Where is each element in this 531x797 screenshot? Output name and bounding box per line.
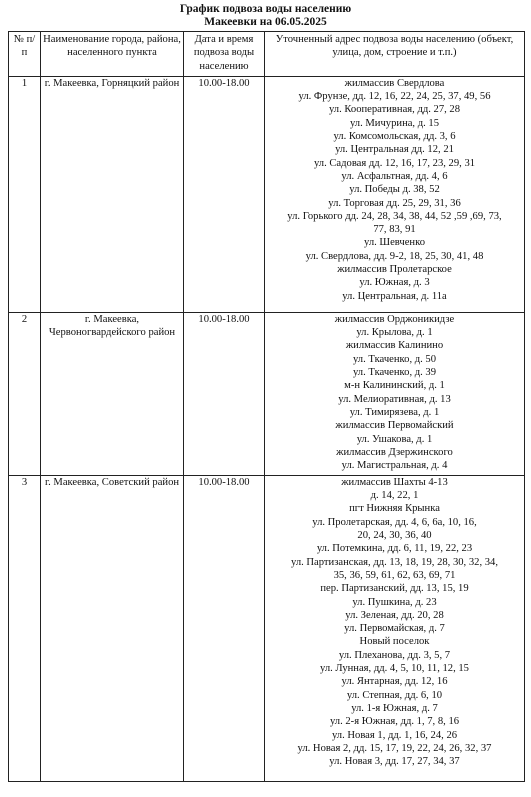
address-line: ул. Торговая дд. 25, 29, 31, 36 <box>328 197 461 209</box>
address-line: жилмассив Первомайский <box>335 420 454 432</box>
address-line: ул. Мичурина, д. 15 <box>349 117 440 129</box>
water-schedule-table <box>8 31 525 782</box>
address-line: ул. 1-я Южная, д. 7 <box>351 702 438 714</box>
address-line: ул. Магистральная, д. 4 <box>341 460 448 472</box>
address-line: ул. Степная, дд. 6, 10 <box>346 689 443 701</box>
address-line: ул. Крылова, д. 1 <box>356 327 433 339</box>
address-line: ул. Тимирязева, д. 1 <box>349 406 440 418</box>
address-cell <box>265 312 525 475</box>
address-cell <box>265 475 525 781</box>
address-line: пер. Партизанский, дд. 13, 15, 19 <box>320 583 469 595</box>
address-line: ул. Лунная, дд. 4, 5, 10, 11, 12, 15 <box>320 663 469 675</box>
address-line: ул. Садовая дд. 12, 16, 17, 23, 29, 31 <box>313 157 476 169</box>
address-line: ул. Ткаченко, д. 50 <box>352 353 437 365</box>
row-number: 2 <box>9 312 41 475</box>
address-line: жилмассив Шахты 4-13 <box>341 476 448 488</box>
address-line: ул. Первомайская, д. 7 <box>344 623 445 635</box>
address-line: ул. Асфальтная, дд. 4, 6 <box>341 170 448 182</box>
address-line: жилмассив Свердлова <box>344 77 445 89</box>
district-name: г. Макеевка, Советский район <box>41 475 184 781</box>
address-line: ул. Центральная, д. 11а <box>342 290 447 302</box>
address-line: ул. Центральная дд. 12, 21 <box>335 144 454 156</box>
address-line: 35, 36, 59, 61, 62, 63, 69, 71 <box>333 569 456 581</box>
address-line: ул. Плеханова, дд. 3, 5, 7 <box>338 649 451 661</box>
address-line: жилмассив Орджоникидзе <box>334 313 455 325</box>
address-line: пгт Нижняя Крынка <box>349 503 440 515</box>
address-line: ул. Ушакова, д. 1 <box>356 433 433 445</box>
header-time: Дата и время подвоза воды населению <box>184 32 265 77</box>
table-row <box>9 312 525 475</box>
address-line: 77, 83, 91 <box>373 224 416 236</box>
district-name: г. Макеевка, Горняцкий район <box>41 76 184 312</box>
address-line: 20, 24, 30, 36, 40 <box>357 530 432 542</box>
table-row <box>9 475 525 781</box>
address-line: ул. Потемкина, дд. 6, 11, 19, 22, 23 <box>316 543 473 555</box>
address-cell <box>265 76 525 312</box>
address-line: ул. Свердлова, дд. 9-2, 18, 25, 30, 41, 48 <box>305 250 484 262</box>
address-line: д. 14, 22, 1 <box>370 490 419 502</box>
header-row <box>9 32 525 77</box>
address-line: ул. Фрунзе, дд. 12, 16, 22, 24, 25, 37, 49, 56 <box>298 91 491 103</box>
title-line-2: Макеевки на 06.05.2025 <box>204 16 327 28</box>
address-line: м-н Калининский, д. 1 <box>344 380 445 392</box>
address-line: ул. Янтарная, дд. 12, 16 <box>341 676 448 688</box>
address-line: ул. Новая 1, дд. 1, 16, 24, 26 <box>331 729 458 741</box>
delivery-time: 10.00-18.00 <box>184 312 265 475</box>
header-name: Наименование города, района, населенного пункта <box>41 32 184 77</box>
address-line: ул. Партизанская, дд. 13, 18, 19, 28, 30, 32, 34, <box>290 556 498 568</box>
address-line: ул. Новая 2, дд. 15, 17, 19, 22, 24, 26, 32, 37 <box>297 742 492 754</box>
address-line: ул. Мелиоративная, д. 13 <box>338 393 451 405</box>
address-line: ул. Горького дд. 24, 28, 34, 38, 44, 52 ,59 ,69, 73, <box>287 210 502 222</box>
district-name: г. Макеевка, Червоногвардейского район <box>41 312 184 475</box>
header-num: № п/п <box>9 32 41 77</box>
table-body <box>9 76 525 781</box>
address-line: ул. Зеленая, дд. 20, 28 <box>345 609 444 621</box>
row-number: 3 <box>9 475 41 781</box>
row-number: 1 <box>9 76 41 312</box>
table-row <box>9 76 525 312</box>
address-line: ул. Новая 3, дд. 17, 27, 34, 37 <box>329 756 460 768</box>
document-title <box>0 3 531 29</box>
address-line: жилмассив Калинино <box>345 340 444 352</box>
header-address: Уточненный адрес подвоза воды населению (объект, улица, дом, строение и т.п.) <box>265 32 525 77</box>
delivery-time: 10.00-18.00 <box>184 475 265 781</box>
address-line: ул. Кооперативная, дд. 27, 28 <box>328 104 461 116</box>
address-line: ул. Южная, д. 3 <box>359 277 430 289</box>
address-line: ул. Пушкина, д. 23 <box>352 596 437 608</box>
address-line: ул. Ткаченко, д. 39 <box>352 367 437 379</box>
address-line: ул. Пролетарская, дд. 4, 6, 6а, 10, 16, <box>312 516 477 528</box>
address-line: ул. Шевченко <box>363 237 425 249</box>
address-line: Новый поселок <box>359 636 430 648</box>
delivery-time: 10.00-18.00 <box>184 76 265 312</box>
address-line: ул. 2-я Южная, дд. 1, 7, 8, 16 <box>329 716 460 728</box>
address-line: ул. Победы д. 38, 52 <box>349 184 440 196</box>
title-line-1: График подвоза воды населению <box>179 3 352 15</box>
address-line: ул. Комсомольская, дд. 3, 6 <box>333 131 456 143</box>
address-line: жилмассив Пролетарское <box>337 264 452 276</box>
address-line: жилмассив Дзержинского <box>336 446 453 458</box>
